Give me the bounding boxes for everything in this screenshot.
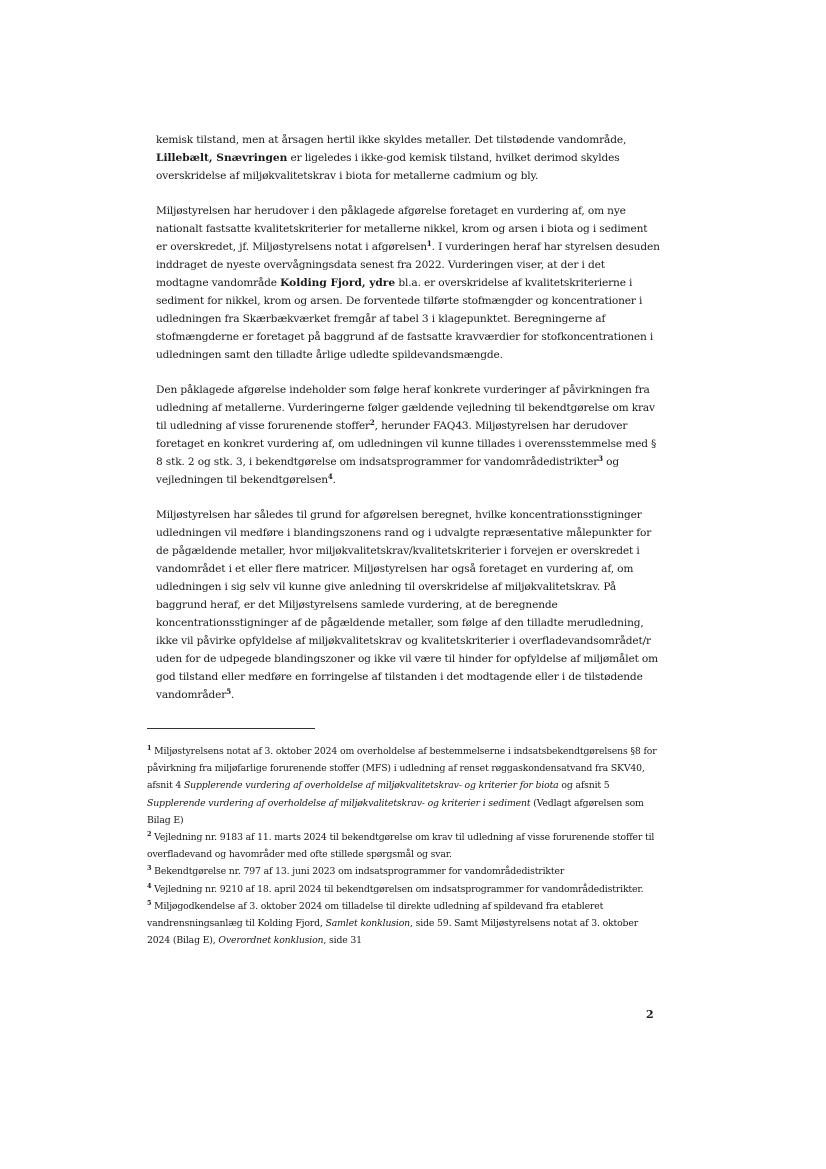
body-text [156, 131, 660, 704]
footnote-ref[interactable]: 2 [369, 418, 375, 427]
water-body-name: Kolding Fjord, ydre [280, 277, 396, 289]
footnote-divider [147, 728, 315, 729]
footnote-ref[interactable]: 1 [426, 239, 432, 248]
water-body-name: Lillebælt, Snævringen [156, 152, 288, 164]
footnote-1: $^1$ Miljøstyrelsens notat af 3. oktober 2024 om overholdelse af bestemmelserne i indsatsbekendtgørelsens §8 for påvirkning fra miljøfarlige forurenende stoffer (MFS) i udledning af renset røggaskondensatvand fra SKV40, afsnit 4 Supplerende vurdering af overholdelse af miljøkvalitetskrav- og kriterier for biota og afsnit 5 Supplerende vurdering af overholdelse af miljøkvalitetskrav- og kriterier i sediment (Vedlagt afgørelsen som Bilag E) [147, 744, 657, 826]
footnote-4: $^4$ Vejledning nr. 9210 af 18. april 2024 til bekendtgørelsen om indsatsprogrammer for vandområdedistrikter. [147, 881, 644, 895]
footnote-5: $^5$ Miljøgodkendelse af 3. oktober 2024 om tilladelse til direkte udledning af spildevand fra etableret vandrensningsanlæg til Kolding Fjord, Samlet konklusion, side 59. Samt Miljøstyrelsens notat af 3. oktober 2024 (Bilag E), Overordnet konklusion, side 31 [147, 898, 638, 947]
paragraph-4: Miljøstyrelsen har således til grund for afgørelsen beregnet, hvilke koncentrationsstigninger udledningen vil medføre i blandingszonens rand og i udvalgte repræsentative målepunkter for de pågældende metaller, hvor miljøkvalitetskrav/kvalitetskriterier i forvejen er overskredet i vandområdet i et eller flere matricer. Miljøstyrelsen har også foretaget en vurdering af, om udledningen i sig selv vil kunne give anledning til overskridelse af miljøkvalitetskrav. På baggrund heraf, er det Miljøstyrelsens samlede vurdering, at de beregnende koncentrationsstigninger af de pågældende metaller, som følge af den tilladte merudledning, ikke vil påvirke opfyldelse af miljøkvalitetskrav og kvalitetskriterier i overfladevandsområdet/r uden for de udpegede blandingszoner og ikke vil være til hinder for opfyldelse af miljømålet om god tilstand eller medføre en forringelse af tilstanden i det modtagende eller i de tilstødende vandområder$^5$. [156, 509, 659, 701]
paragraph-2: Miljøstyrelsen har herudover i den påklagede afgørelse foretaget en vurdering af, om nye nationalt fastsatte kvalitetskriterier for metallerne nikkel, krom og arsen i biota og i sediment er overskredet, jf. Miljøstyrelsens notat i afgørelsen$^1$. I vurderingen heraf har styrelsen desuden inddraget de nyeste overvågningsdata senest fra 2022. Vurderingen viser, at der i det modtagne vandområde Kolding Fjord, ydre bl.a. er overskridelse af kvalitetskriterierne i sediment for nikkel, krom og arsen. De forventede tilførte stofmængder og koncentrationer i udledningen fra Skærbækværket fremgår af tabel 3 i klagepunktet. Beregningerne af stofmængderne er foretaget på baggrund af de fastsatte kravværdier for stofkoncentrationen i udledningen samt den tilladte årlige udledte spildevandsmængde. [156, 205, 660, 361]
page-number: 2 [646, 1008, 654, 1021]
footnote-2: $^2$ Vejledning nr. 9183 af 11. marts 2024 til bekendtgørelse om krav til udledning af visse forurenende stoffer til overfladevand og havområder med ofte stillede spørgsmål og svar. [147, 830, 655, 861]
paragraph-3: Den påklagede afgørelse indeholder som følge heraf konkrete vurderinger af påvirkningen fra udledning af metallerne. Vurderingerne følger gældende vejledning til bekendtgørelse om krav til udledning af visse forurenende stoffer$^2$, herunder FAQ43. Miljøstyrelsen har derudover foretaget en konkret vurdering af, om udledningen vil kunne tillades i overensstemmelse med § 8 stk. 2 og stk. 3, i bekendtgørelse om indsatsprogrammer for vandområdedistrikter$^3$ og vejledningen til bekendtgørelsen$^4$. [156, 384, 657, 486]
footnote-ref[interactable]: 5 [226, 687, 231, 696]
footnote-ref[interactable]: 3 [598, 454, 603, 463]
footnotes [147, 743, 657, 949]
paragraph-1: kemisk tilstand, men at årsagen hertil ikke skyldes metaller. Det tilstødende vandområde, Lillebælt, Snævringen er ligeledes i ikke-god kemisk tilstand, hvilket derimod skyldes overskridelse af miljøkvalitetskrav i biota for metallerne cadmium og bly. [156, 134, 627, 182]
footnote-ref[interactable]: 4 [327, 472, 333, 481]
footnote-3: $^3$ Bekendtgørelse nr. 797 af 13. juni 2023 om indsatsprogrammer for vandområdedistrikter [147, 864, 565, 878]
